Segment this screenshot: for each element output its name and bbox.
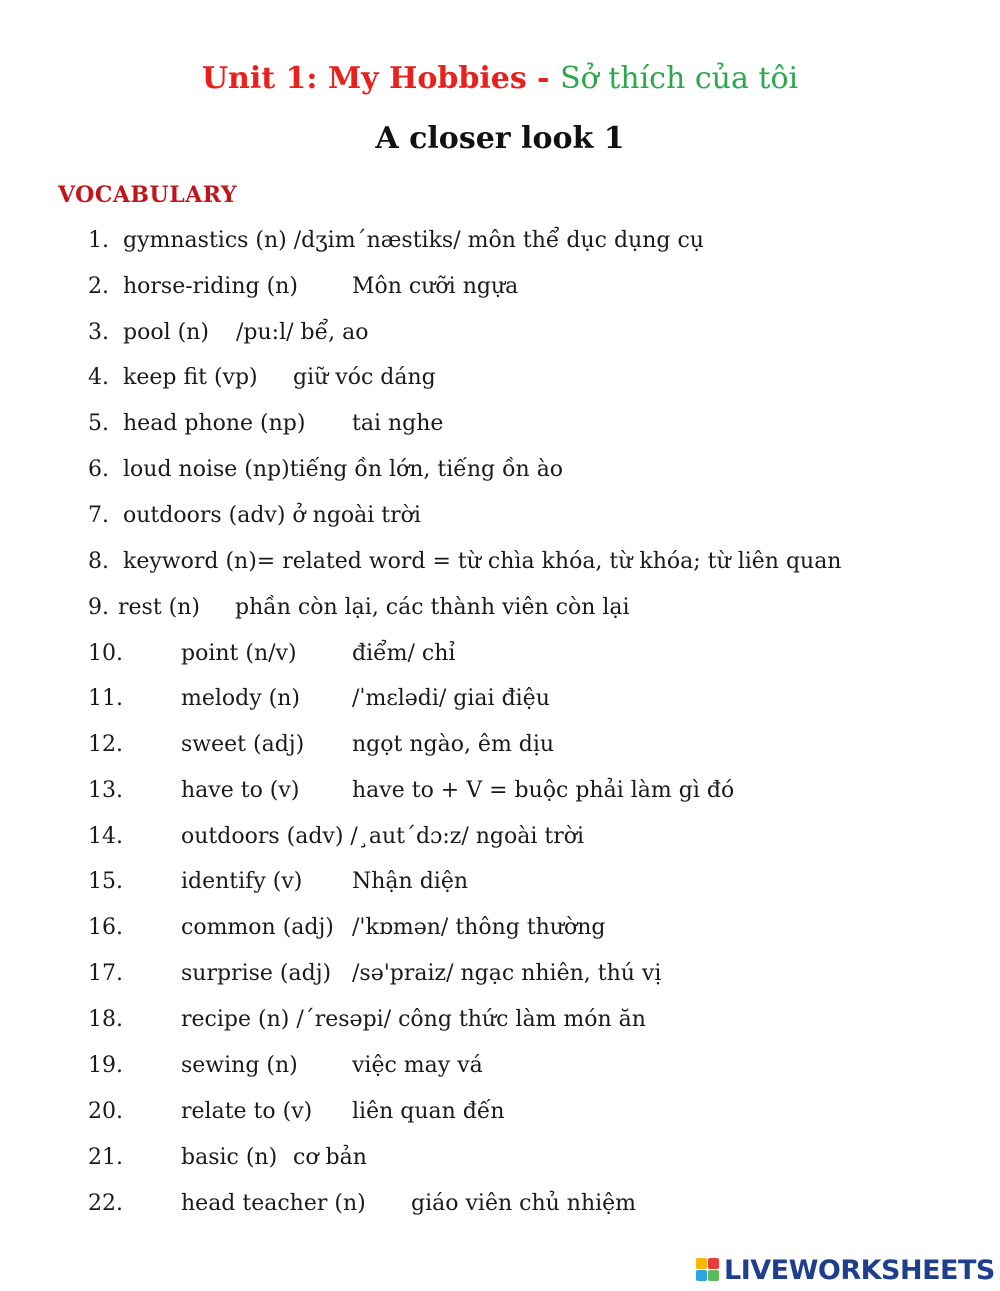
vocab-number: 8.	[88, 549, 109, 574]
vocab-item	[0, 683, 1000, 715]
vocab-item	[0, 1142, 1000, 1174]
vocab-meaning: giáo viên chủ nhiệm	[411, 1191, 637, 1216]
vocab-meaning: /pu:l/ bể, ao	[236, 320, 369, 345]
vocab-term: sewing (n)	[181, 1053, 298, 1078]
vocab-meaning: giữ vóc dáng	[293, 365, 436, 390]
vocab-number: 16.	[88, 915, 123, 940]
vocab-term: gymnastics (n) /dʒim´næstiks/ môn thể dục dụng cụ	[123, 228, 704, 253]
vocab-number: 19.	[88, 1053, 123, 1078]
vocab-number: 15.	[88, 869, 123, 894]
vocab-meaning: /ˈmɛlədi/ giai điệu	[352, 686, 550, 711]
vocab-number: 2.	[88, 274, 109, 299]
section-heading-vocabulary: VOCABULARY	[58, 182, 238, 208]
vocab-item	[0, 1188, 1000, 1220]
title-dash: -	[526, 61, 561, 96]
vocab-number: 12.	[88, 732, 123, 757]
vocab-item	[0, 866, 1000, 898]
vocab-item	[0, 271, 1000, 303]
vocab-item	[0, 362, 1000, 394]
vocab-number: 22.	[88, 1191, 123, 1216]
vocab-item	[0, 408, 1000, 440]
vocab-item	[0, 592, 1000, 624]
liveworksheets-logo	[696, 1255, 995, 1285]
vocab-number: 13.	[88, 778, 123, 803]
vocab-item	[0, 1096, 1000, 1128]
vocab-meaning: Nhận diện	[352, 869, 469, 894]
vocab-item	[0, 1050, 1000, 1082]
vocab-term: identify (v)	[181, 869, 303, 894]
vocab-meaning: Môn cưỡi ngựa	[352, 274, 519, 299]
vocab-term: head teacher (n)	[181, 1191, 366, 1216]
vocab-meaning: /sə'praiz/ ngạc nhiên, thú vị	[352, 961, 662, 986]
vocab-term: keep fit (vp)	[123, 365, 258, 390]
vocab-term: recipe (n) /´resəpi/ công thức làm món ăn	[181, 1007, 646, 1032]
vocab-number: 4.	[88, 365, 109, 390]
vocab-number: 6.	[88, 457, 109, 482]
vocab-term: outdoors (adv) ở ngoài trời	[123, 503, 421, 528]
page-subtitle: A closer look 1	[375, 121, 625, 156]
title-english: Unit 1: My Hobbies	[201, 61, 527, 96]
vocab-meaning: have to + V = buộc phải làm gì đó	[352, 778, 735, 803]
vocab-term: outdoors (adv) /¸aut´dɔ:z/ ngoài trời	[181, 824, 585, 849]
vocab-item	[0, 500, 1000, 532]
vocab-term: head phone (np)	[123, 411, 306, 436]
vocab-term: surprise (adj)	[181, 961, 332, 986]
vocab-item	[0, 912, 1000, 944]
vocab-item	[0, 454, 1000, 486]
vocab-number: 21.	[88, 1145, 123, 1170]
vocab-term: common (adj)	[181, 915, 334, 940]
vocab-item	[0, 775, 1000, 807]
vocab-term: keyword (n)= related word = từ chìa khóa, từ khóa; từ liên quan	[123, 549, 842, 574]
vocab-term: rest (n)	[118, 595, 200, 620]
vocab-number: 20.	[88, 1099, 123, 1124]
vocab-number: 1.	[88, 228, 109, 253]
vocab-item	[0, 958, 1000, 990]
vocab-term: have to (v)	[181, 778, 300, 803]
vocab-number: 17.	[88, 961, 123, 986]
vocab-item	[0, 821, 1000, 853]
vocab-meaning: điểm/ chỉ	[352, 641, 456, 666]
liveworksheets-logo-text: LIVEWORKSHEETS	[724, 1254, 995, 1286]
vocab-term: relate to (v)	[181, 1099, 313, 1124]
vocab-term: horse-riding (n)	[123, 274, 298, 299]
vocab-number: 11.	[88, 686, 123, 711]
vocab-meaning: liên quan đến	[352, 1099, 505, 1124]
title-vietnamese: Sở thích của tôi	[560, 61, 799, 96]
vocab-number: 9.	[88, 595, 109, 620]
vocab-term: basic (n)	[181, 1145, 278, 1170]
liveworksheets-logo-icon	[696, 1258, 720, 1282]
vocab-item	[0, 546, 1000, 578]
vocab-item	[0, 317, 1000, 349]
vocab-term: loud noise (np)tiếng ồn lớn, tiếng ồn ào	[123, 457, 564, 482]
vocab-meaning: ngọt ngào, êm dịu	[352, 732, 555, 757]
vocab-number: 7.	[88, 503, 109, 528]
vocab-meaning: việc may vá	[352, 1053, 483, 1078]
vocab-meaning: /'kɒmən/ thông thường	[352, 915, 606, 940]
vocab-number: 3.	[88, 320, 109, 345]
vocab-number: 14.	[88, 824, 123, 849]
vocab-term: melody (n)	[181, 686, 301, 711]
vocab-meaning: tai nghe	[352, 411, 444, 436]
vocab-item	[0, 225, 1000, 257]
vocab-item	[0, 729, 1000, 761]
vocab-term: sweet (adj)	[181, 732, 305, 757]
vocab-item	[0, 1004, 1000, 1036]
vocab-meaning: phần còn lại, các thành viên còn lại	[235, 595, 630, 620]
vocab-term: pool (n)	[123, 320, 209, 345]
vocab-number: 10.	[88, 641, 123, 666]
vocab-meaning: cơ bản	[293, 1145, 367, 1170]
vocab-item	[0, 638, 1000, 670]
vocab-term: point (n/v)	[181, 641, 297, 666]
vocab-number: 18.	[88, 1007, 123, 1032]
vocab-number: 5.	[88, 411, 109, 436]
